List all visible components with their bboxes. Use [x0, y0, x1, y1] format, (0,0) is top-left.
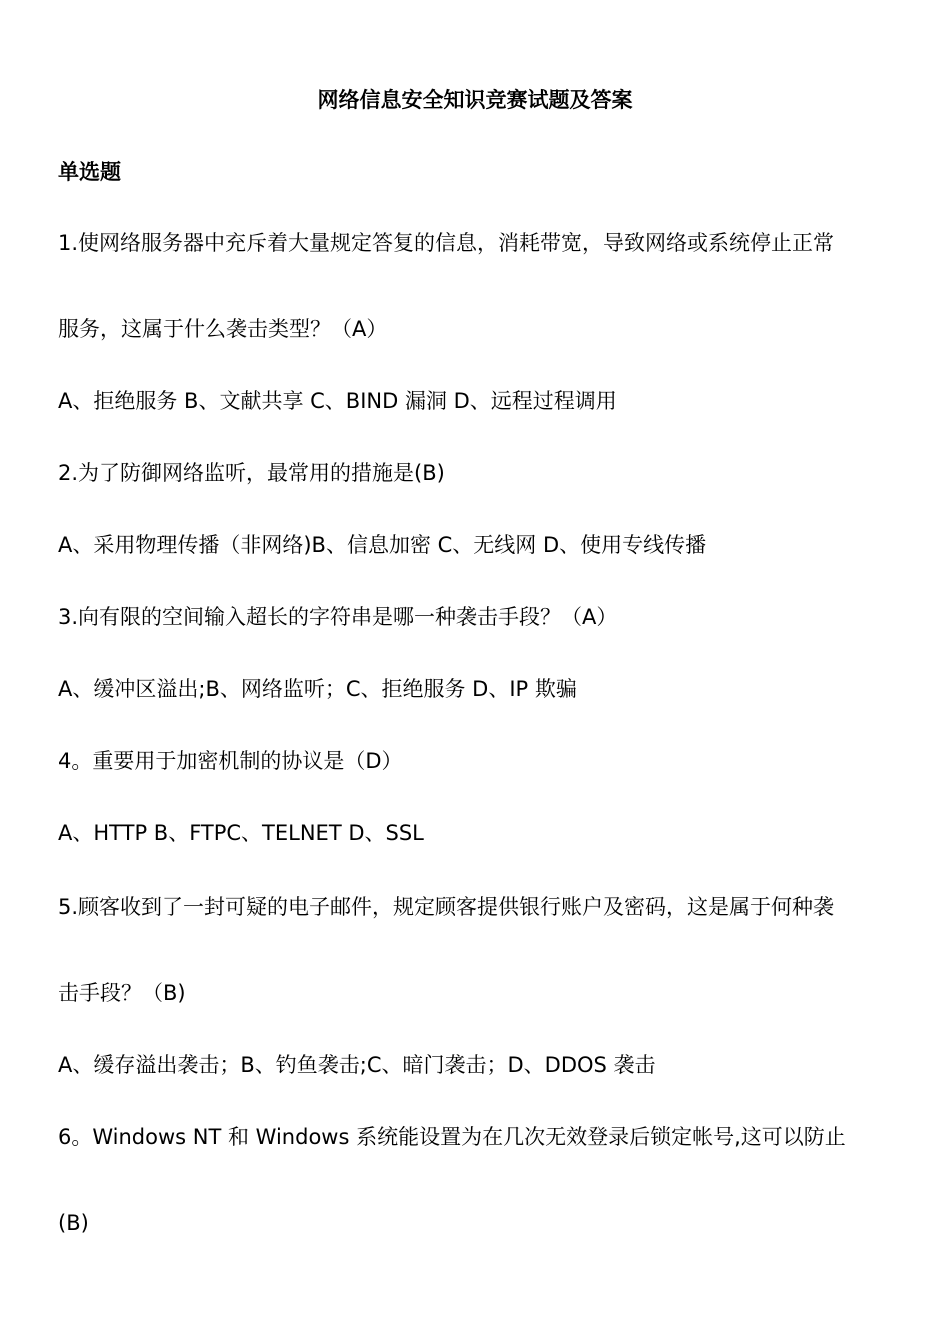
question-3: 3.向有限的空间输入超长的字符串是哪一种袭击手段？（A） [58, 605, 618, 629]
question-1-line-1: 1.使网络服务器中充斥着大量规定答复的信息，消耗带宽，导致网络或系统停止正常 [58, 231, 835, 255]
question-6-line-2: (B) [58, 1211, 89, 1235]
question-2: 2.为了防御网络监听，最常用的措施是(B) [58, 461, 445, 485]
question-5-line-1: 5.顾客收到了一封可疑的电子邮件，规定顾客提供银行账户及密码，这是属于何种袭 [58, 895, 835, 919]
question-5-line-2: 击手段？（B) [58, 981, 186, 1005]
question-6-line-1: 6。Windows NT 和 Windows 系统能设置为在几次无效登录后锁定帐号,这可以防止 [58, 1125, 846, 1149]
section-heading: 单选题 [58, 160, 121, 184]
question-1-options: A、拒绝服务 B、文献共享 C、BIND 漏洞 D、远程过程调用 [58, 389, 617, 413]
question-3-options: A、缓冲区溢出;B、网络监听；C、拒绝服务 D、IP 欺骗 [58, 677, 577, 701]
document-title: 网络信息安全知识竞赛试题及答案 [317, 88, 633, 112]
question-5-options: A、缓存溢出袭击；B、钓鱼袭击;C、暗门袭击；D、DDOS 袭击 [58, 1053, 656, 1077]
question-4: 4。重要用于加密机制的协议是（D） [58, 749, 403, 773]
question-1-line-2: 服务，这属于什么袭击类型？（A） [58, 317, 388, 341]
question-4-options: A、HTTP B、FTPC、TELNET D、SSL [58, 821, 424, 845]
question-2-options: A、采用物理传播（非网络)B、信息加密 C、无线网 D、使用专线传播 [58, 533, 707, 557]
